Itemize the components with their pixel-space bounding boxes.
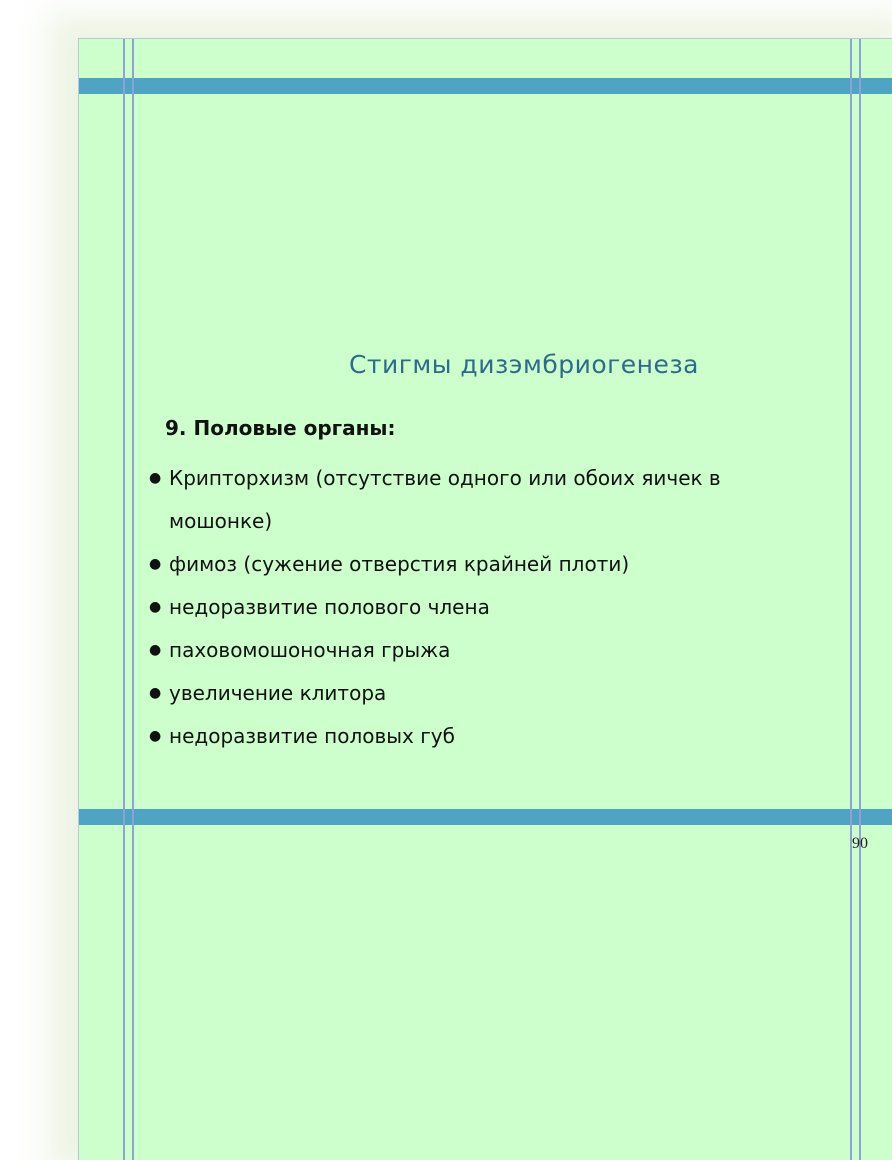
- list-item: [149, 715, 789, 758]
- list-item-text: Крипторхизм (отсутствие одного или обоих яичек в мошонке): [169, 466, 721, 533]
- list-item-text: недоразвитие полового члена: [169, 595, 490, 619]
- page-number: 90: [852, 835, 868, 852]
- slide-title: Стигмы дизэмбриогенеза: [348, 350, 700, 379]
- list-item: [149, 457, 789, 543]
- stigmata-list: [149, 457, 789, 758]
- bullet-icon: ●: [149, 470, 162, 486]
- bullet-icon: ●: [149, 685, 162, 701]
- list-item-text: фимоз (сужение отверстия крайней плоти): [169, 552, 630, 576]
- right-rule-outer: [859, 39, 861, 1160]
- list-item-text: увеличение клитора: [169, 681, 387, 705]
- bullet-icon: ●: [149, 556, 162, 572]
- list-item: [149, 629, 789, 672]
- list-item-text: паховомошоночная грыжа: [169, 638, 451, 662]
- list-item: [149, 543, 789, 586]
- bullet-icon: ●: [149, 642, 162, 658]
- right-rule-inner: [850, 39, 852, 1160]
- list-item-text: недоразвитие половых губ: [169, 724, 455, 748]
- left-rule-outer: [123, 39, 125, 1160]
- bottom-decorative-band: [79, 809, 892, 825]
- bullet-icon: ●: [149, 728, 162, 744]
- left-rule-inner: [132, 39, 134, 1160]
- list-item: [149, 586, 789, 629]
- top-decorative-band: [79, 78, 892, 94]
- page: [78, 38, 892, 1160]
- section-heading: 9. Половые органы:: [165, 416, 396, 440]
- list-item: [149, 672, 789, 715]
- bullet-icon: ●: [149, 599, 162, 615]
